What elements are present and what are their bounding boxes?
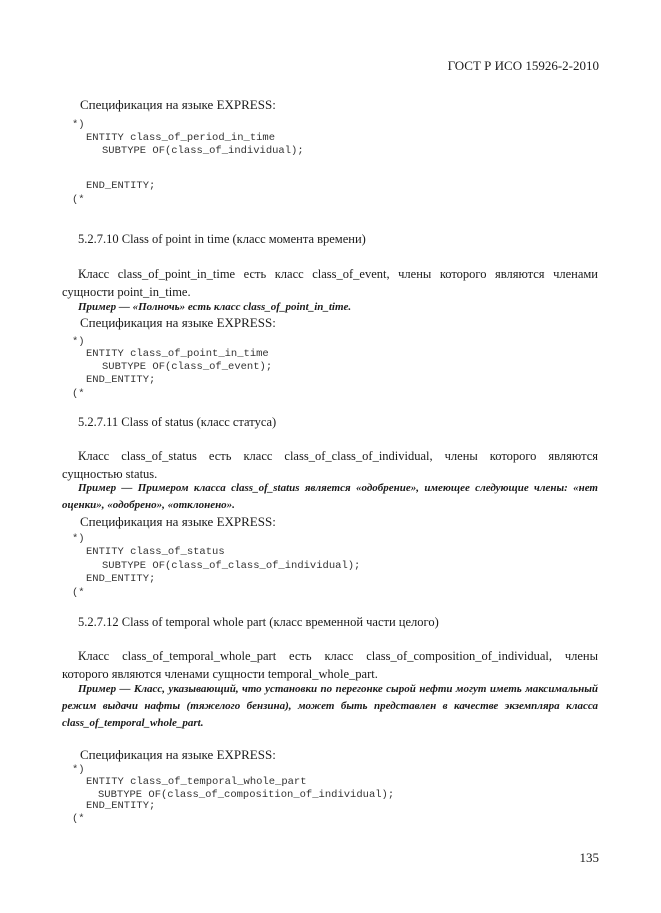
section-heading: 5.2.7.11 Class of status (класс статуса) (78, 415, 277, 429)
express-spec-label: Спецификация на языке EXPRESS: (80, 514, 276, 529)
code-line: ENTITY class_of_temporal_whole_part (86, 776, 307, 788)
code-line: END_ENTITY; (86, 180, 156, 192)
code-line: SUBTYPE OF(class_of_event); (102, 361, 273, 373)
section-paragraph: Класс class_of_temporal_whole_part есть класс class_of_composition_of_individual, члены которого являются членами сущности temporal_whole_part. (62, 649, 598, 681)
code-line: *) (72, 533, 85, 545)
code-line: ENTITY class_of_status (86, 546, 225, 558)
code-line: END_ENTITY; (86, 374, 156, 386)
section-heading: 5.2.7.10 Class of point in time (класс момента времени) (78, 232, 366, 246)
standard-header: ГОСТ Р ИСО 15926-2-2010 (447, 58, 599, 73)
express-spec-label: Спецификация на языке EXPRESS: (80, 747, 276, 762)
code-line: (* (72, 813, 85, 825)
section-heading: 5.2.7.12 Class of temporal whole part (класс временной части целого) (78, 615, 439, 629)
express-spec-label: Спецификация на языке EXPRESS: (80, 97, 276, 112)
code-line: ENTITY class_of_point_in_time (86, 348, 269, 360)
code-line: *) (72, 336, 85, 348)
code-line: *) (72, 764, 85, 776)
express-spec-label: Спецификация на языке EXPRESS: (80, 315, 276, 330)
example-note: Пример — Класс, указывающий, что установки по перегонке сырой нефти могут иметь максимальный режим выдачи нафты (тяжелого бензина), может быть представлен в качестве экземпляра класса class_of_temporal_whole_part. (62, 683, 598, 729)
code-line: (* (72, 388, 85, 400)
code-line: (* (72, 587, 85, 599)
example-note: Пример — Примером класса class_of_status является «одобрение», имеющее следующие члены: «нет оценки», «одобрено», «отклонено». (62, 482, 598, 511)
code-line: SUBTYPE OF(class_of_individual); (102, 145, 304, 157)
code-line: SUBTYPE OF(class_of_composition_of_individual); (98, 789, 395, 801)
code-line: END_ENTITY; (86, 800, 156, 812)
code-line: SUBTYPE OF(class_of_class_of_individual); (102, 560, 361, 572)
section-paragraph: Класс class_of_status есть класс class_of_class_of_individual, члены которого являются сущностью status. (62, 449, 598, 481)
example-note: Пример — «Полночь» есть класс class_of_point_in_time. (78, 301, 352, 313)
code-line: *) (72, 119, 85, 131)
code-line: (* (72, 194, 85, 206)
code-line: END_ENTITY; (86, 573, 156, 585)
section-paragraph: Класс class_of_point_in_time есть класс class_of_event, члены которого являются членами сущности point_in_time. (62, 267, 598, 299)
page-number: 135 (579, 850, 599, 865)
code-line: ENTITY class_of_period_in_time (86, 132, 276, 144)
